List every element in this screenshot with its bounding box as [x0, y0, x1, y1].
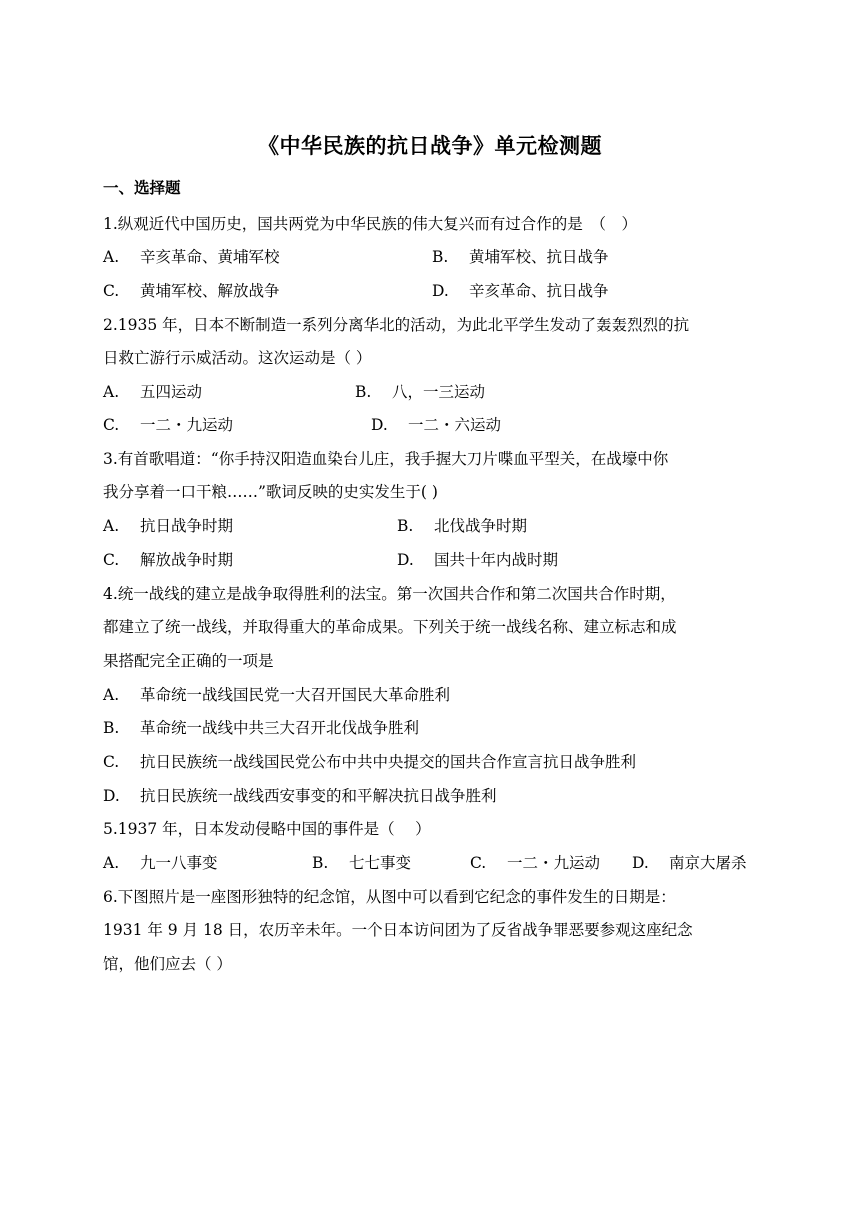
- option-text: 南京大屠杀: [669, 854, 747, 872]
- option-letter: C.: [103, 551, 120, 569]
- option-text: 抗日民族统一战线国民党公布中共中央提交的国共合作宣言抗日战争胜利: [140, 753, 637, 771]
- option-letter: A.: [103, 383, 120, 401]
- option-text: 国共十年内战时期: [434, 551, 559, 569]
- q1-option-a: [103, 245, 280, 267]
- q4-stem-line: 果搭配完全正确的一项是: [103, 652, 274, 670]
- option-text: 七七事变: [349, 854, 412, 872]
- option-letter: B.: [432, 248, 449, 266]
- option-letter: B.: [312, 854, 329, 872]
- q6-stem-line: 6.下图照片是一座图形独特的纪念馆，从图中可以看到它纪念的事件发生的日期是：: [103, 888, 676, 906]
- option-letter: D.: [632, 854, 649, 872]
- option-text: 一二・九运动: [140, 416, 234, 434]
- q3-stem-line: 3.有首歌唱道：“你手持汉阳造血染台儿庄，我手握大刀片喋血平型关，在战壕中你: [103, 450, 669, 468]
- option-letter: A.: [103, 854, 120, 872]
- option-text: 革命统一战线中共三大召开北伐战争胜利: [140, 719, 420, 737]
- q2-stem-line: 2.1935 年，日本不断制造一系列分离华北的活动，为此北平学生发动了轰轰烈烈的抗: [103, 316, 690, 334]
- option-letter: B.: [103, 719, 120, 737]
- q2-option-d: [371, 413, 501, 435]
- q1-option-d: [432, 279, 609, 301]
- q4-stem-line: 4.统一战线的建立是战争取得胜利的法宝。第一次国共合作和第二次国共合作时期，: [103, 585, 676, 603]
- q2-stem-line: 日救亡游行示威活动。这次运动是（ ）: [103, 349, 372, 367]
- option-letter: D.: [432, 282, 449, 300]
- option-text: 革命统一战线国民党一大召开国民大革命胜利: [140, 686, 451, 704]
- q5-option-b: [312, 851, 411, 873]
- option-text: 八，一三运动: [392, 383, 486, 401]
- page-title: 《中华民族的抗日战争》单元检测题: [258, 134, 602, 158]
- q3-option-d: [397, 548, 558, 570]
- q1-option-c: [103, 279, 280, 301]
- q4-stem-line: 都建立了统一战线，并取得重大的革命成果。下列关于统一战线名称、建立标志和成: [103, 618, 677, 636]
- option-letter: A.: [103, 248, 120, 266]
- q2-option-b: [355, 380, 485, 402]
- q4-option-c: [103, 750, 636, 772]
- option-text: 黄埔军校、解放战争: [140, 282, 280, 300]
- option-letter: B.: [355, 383, 372, 401]
- q3-option-a: [103, 514, 233, 536]
- q5-option-c: [470, 851, 600, 873]
- option-text: 一二・六运动: [408, 416, 502, 434]
- q5-stem: 5.1937 年，日本发动侵略中国的事件是（ ）: [103, 820, 431, 838]
- option-text: 九一八事变: [140, 854, 218, 872]
- option-letter: A.: [103, 686, 120, 704]
- q6-stem-line: 馆，他们应去（ ）: [103, 955, 232, 973]
- q5-option-a: [103, 851, 218, 873]
- option-text: 一二・九运动: [507, 854, 601, 872]
- q1-stem: 1.纵观近代中国历史，国共两党为中华民族的伟大复兴而有过合作的是 （ ）: [103, 215, 638, 233]
- option-letter: C.: [103, 282, 120, 300]
- option-text: 抗日战争时期: [140, 517, 234, 535]
- option-text: 解放战争时期: [140, 551, 234, 569]
- q4-option-b: [103, 716, 419, 738]
- q4-option-d: [103, 784, 497, 806]
- option-letter: C.: [470, 854, 487, 872]
- option-text: 五四运动: [140, 383, 203, 401]
- q2-option-c: [103, 413, 233, 435]
- option-text: 辛亥革命、黄埔军校: [140, 248, 280, 266]
- q3-stem-line: 我分享着一口干粮……”歌词反映的史实发生于( ): [103, 483, 438, 501]
- q3-option-b: [397, 514, 527, 536]
- section-heading: 一、选择题: [103, 179, 181, 197]
- option-letter: A.: [103, 517, 120, 535]
- option-text: 北伐战争时期: [434, 517, 528, 535]
- q3-option-c: [103, 548, 233, 570]
- option-letter: C.: [103, 416, 120, 434]
- option-letter: C.: [103, 753, 120, 771]
- q1-option-b: [432, 245, 609, 267]
- option-letter: D.: [103, 787, 120, 805]
- q6-stem-line: 1931 年 9 月 18 日，农历辛未年。一个日本访问团为了反省战争罪恶要参观这座纪念: [103, 921, 693, 939]
- option-text: 黄埔军校、抗日战争: [469, 248, 609, 266]
- option-letter: D.: [397, 551, 414, 569]
- q4-option-a: [103, 683, 450, 705]
- q2-option-a: [103, 380, 202, 402]
- option-text: 辛亥革命、抗日战争: [469, 282, 609, 300]
- option-text: 抗日民族统一战线西安事变的和平解决抗日战争胜利: [140, 787, 497, 805]
- option-letter: B.: [397, 517, 414, 535]
- option-letter: D.: [371, 416, 388, 434]
- q5-option-d: [632, 851, 747, 873]
